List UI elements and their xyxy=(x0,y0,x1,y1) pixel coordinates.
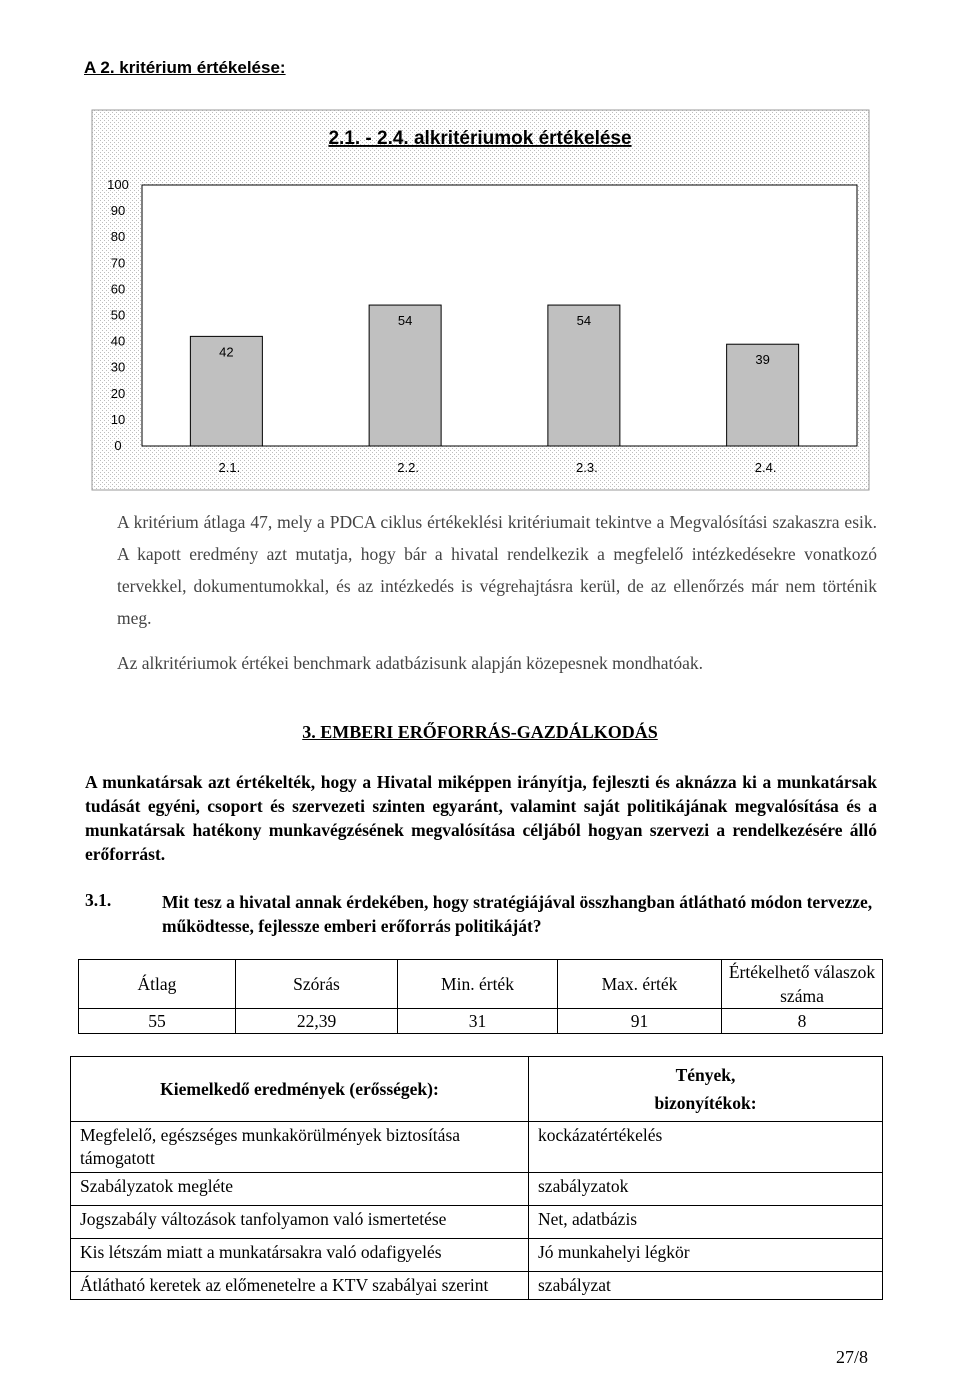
benchmark-paragraph: Az alkritériumok értékei benchmark adatbázisunk alapján közepesnek mondhatóak. xyxy=(117,653,704,673)
y-tick-label: 50 xyxy=(110,307,126,323)
table-row xyxy=(71,1173,883,1206)
y-tick-label: 0 xyxy=(114,438,122,453)
evidence-cell: szabályzatok xyxy=(529,1173,883,1206)
question-text: Mit tesz a hivatal annak érdekében, hogy stratégiájával összhangban átlátható módon tervezze, működtesse, fejlessze emberi erőforrás politikáját? xyxy=(162,892,873,936)
x-tick-label: 2.3. xyxy=(576,460,598,475)
stat-value-stdev: 22,39 xyxy=(236,1009,398,1034)
stat-header-mean: Átlag xyxy=(79,960,236,1009)
evidence-header: Tények, bizonyítékok: xyxy=(529,1057,883,1122)
stat-header-stdev: Szórás xyxy=(236,960,398,1009)
table-row xyxy=(71,1272,883,1300)
stat-header-min: Min. érték xyxy=(398,960,558,1009)
stat-value-responses: 8 xyxy=(722,1009,883,1034)
stat-value-max: 91 xyxy=(558,1009,722,1034)
strength-cell: Kis létszám miatt a munkatársakra való odafigyelés xyxy=(71,1239,529,1272)
evidence-cell: Jó munkahelyi légkör xyxy=(529,1239,883,1272)
strength-cell: Átlátható keretek az előmenetelre a KTV szabályai szerint xyxy=(71,1272,529,1300)
stat-header-responses: Értékelhető válaszok száma xyxy=(722,960,883,1009)
x-tick-label: 2.4. xyxy=(754,460,777,475)
page-number: 27/8 xyxy=(836,1347,869,1367)
x-tick-label: 2.1. xyxy=(218,460,241,475)
question-number: 3.1. xyxy=(85,890,112,910)
statistics-table xyxy=(78,959,883,1034)
evidence-cell: Net, adatbázis xyxy=(529,1206,883,1239)
strength-cell: Megfelelő, egészséges munkakörülmények biztosítása támogatott xyxy=(71,1122,529,1173)
statistics-header-row xyxy=(79,960,883,1009)
y-tick-label: 90 xyxy=(110,203,126,219)
criterion-heading: A 2. kritérium értékelése: xyxy=(84,58,286,77)
section-title: 3. EMBERI ERŐFORRÁS-GAZDÁLKODÁS xyxy=(302,722,658,742)
chart-title: 2.1. - 2.4. alkritériumok értékelése xyxy=(328,128,632,149)
statistics-value-row xyxy=(79,1009,883,1034)
y-tick-label: 100 xyxy=(107,177,129,192)
y-tick-label: 40 xyxy=(110,333,126,349)
table-row xyxy=(71,1206,883,1239)
section-intro: A munkatársak azt értékelték, hogy a Hivatal miképpen irányítja, fejleszti és aknázza ki a munkatársak tudását egyéni, csoport és szervezeti szinten egyaránt, valamint saját politikájának megvalósítása és a munkatársak hatékony munkavégzésének megvalósítása céljából hogyan szervezi a rendelkezésére álló erőforrást. xyxy=(85,772,877,864)
evaluation-paragraph: A kritérium átlaga 47, mely a PDCA ciklus értékeklési kritériumait tekintve a Megvalósítási szakaszra esik. A kapott eredmény azt mutatja, hogy bár a hivatal rendelkezik a megfelelő intézkedésekre vonatkozó tervekkel, dokumentumokkal, és az intézkedés is végrehajtásra kerül, de az ellenőrzés már nem történik meg. xyxy=(117,512,877,628)
results-header-row xyxy=(71,1057,883,1122)
y-tick-label: 20 xyxy=(110,385,126,401)
y-tick-label: 30 xyxy=(110,359,126,375)
stat-value-min: 31 xyxy=(398,1009,558,1034)
bar-value-label: 39 xyxy=(755,352,770,368)
x-tick-label: 2.2. xyxy=(397,460,419,475)
strength-cell: Jogszabály változások tanfolyamon való ismertetése xyxy=(71,1206,529,1239)
y-tick-label: 10 xyxy=(110,411,126,427)
y-tick-label: 60 xyxy=(110,281,126,297)
table-row xyxy=(71,1122,883,1173)
stat-value-mean: 55 xyxy=(79,1009,236,1034)
evidence-cell: kockázatértékelés xyxy=(529,1122,883,1173)
strength-cell: Szabályzatok megléte xyxy=(71,1173,529,1206)
y-tick-label: 80 xyxy=(110,229,126,245)
bar-value-label: 54 xyxy=(576,313,592,329)
bar-value-label: 42 xyxy=(219,344,234,360)
y-tick-label: 70 xyxy=(110,255,126,271)
evidence-cell: szabályzat xyxy=(529,1272,883,1300)
bar-chart xyxy=(0,0,960,500)
strengths-header: Kiemelkedő eredmények (erősségek): xyxy=(71,1057,529,1122)
stat-header-max: Max. érték xyxy=(558,960,722,1009)
bar-value-label: 54 xyxy=(397,313,413,329)
results-table xyxy=(70,1056,883,1300)
table-row xyxy=(71,1239,883,1272)
